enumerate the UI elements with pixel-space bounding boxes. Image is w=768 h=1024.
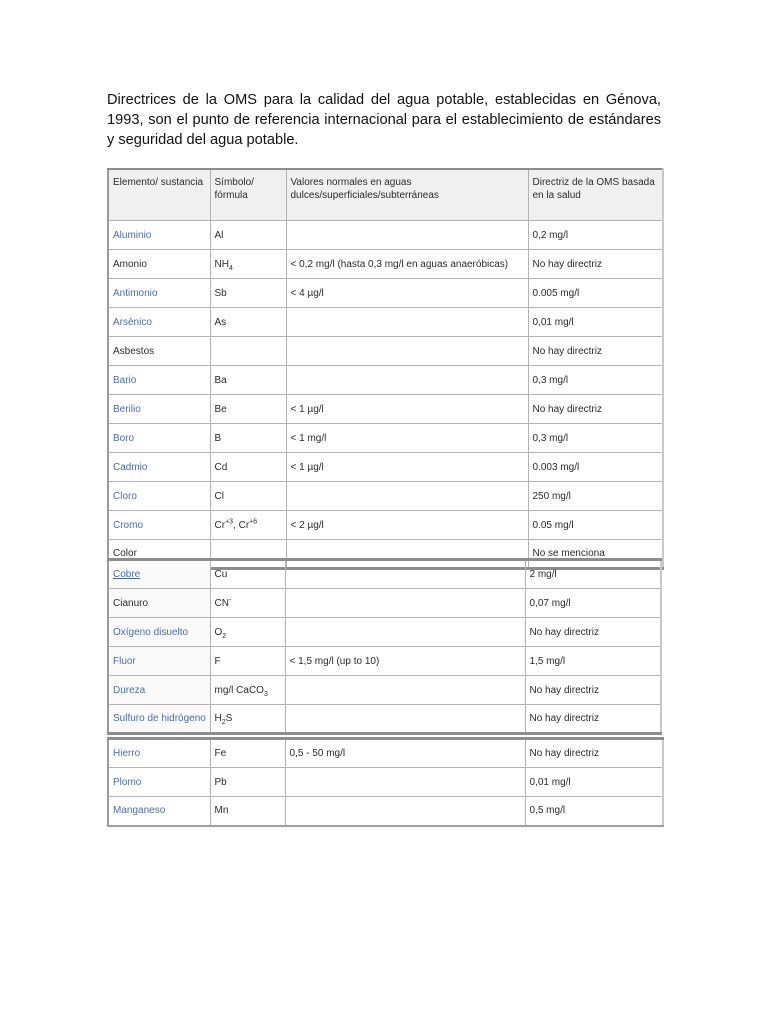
table-row <box>108 647 661 676</box>
table-row <box>108 511 663 540</box>
guideline-cell: 1,5 mg/l <box>525 647 661 676</box>
symbol-cell: Al <box>210 221 286 250</box>
substance-cell: Cianuro <box>108 589 210 618</box>
oms-guidelines-table-part3 <box>107 737 664 827</box>
intro-paragraph: Directrices de la OMS para la calidad del agua potable, establecidas en Génova, 1993, son el punto de referencia internacional para el establecimiento de estándares y seguridad del agua potable. <box>107 92 661 148</box>
symbol-cell: Sb <box>210 279 286 308</box>
guideline-cell: 0.003 mg/l <box>528 453 663 482</box>
symbol-cell: B <box>210 424 286 453</box>
substance-link[interactable]: Cobre <box>108 560 210 589</box>
symbol-cell: $O_2$ <box>210 618 285 647</box>
normal-values-cell <box>285 676 525 705</box>
normal-values-cell <box>286 337 528 366</box>
guideline-cell: No se menciona <box>528 540 663 569</box>
substance-link[interactable]: Boro <box>108 424 210 453</box>
table-row <box>108 797 663 826</box>
normal-values-cell: < 1 µg/l <box>286 395 528 424</box>
normal-values-cell <box>286 366 528 395</box>
normal-values-cell <box>285 560 525 589</box>
symbol-cell: $NH_4$ <box>210 250 286 279</box>
table-row <box>108 366 663 395</box>
substance-link[interactable]: Fluor <box>108 647 210 676</box>
substance-link[interactable]: Cromo <box>108 511 210 540</box>
guideline-cell: 0,3 mg/l <box>528 424 663 453</box>
substance-link[interactable]: Antimonio <box>108 279 210 308</box>
symbol-cell: Be <box>210 395 286 424</box>
substance-link[interactable]: Plomo <box>108 768 210 797</box>
symbol-cell: Cd <box>210 453 286 482</box>
normal-values-cell: < 0,2 mg/l (hasta 0,3 mg/l en aguas anaeróbicas) <box>286 250 528 279</box>
guideline-cell: No hay directriz <box>525 705 661 734</box>
table-row <box>108 395 663 424</box>
symbol-cell: As <box>210 308 286 337</box>
normal-values-cell <box>285 768 525 797</box>
normal-values-cell <box>286 482 528 511</box>
symbol-cell: Fe <box>210 739 285 768</box>
guideline-cell: No hay directriz <box>525 618 661 647</box>
symbol-cell: Cu <box>210 560 285 589</box>
substance-link[interactable]: Arsénico <box>108 308 210 337</box>
normal-values-cell: < 1 µg/l <box>286 453 528 482</box>
substance-cell: Asbestos <box>108 337 210 366</box>
header-substance: Elemento/ sustancia <box>108 169 210 221</box>
normal-values-cell <box>285 589 525 618</box>
substance-link[interactable]: Cloro <box>108 482 210 511</box>
guideline-cell: 0,3 mg/l <box>528 366 663 395</box>
table-row <box>108 618 661 647</box>
table-row <box>108 279 663 308</box>
substance-link[interactable]: Sulfuro de hidrógeno <box>108 705 210 734</box>
substance-link[interactable]: Cadmio <box>108 453 210 482</box>
symbol-cell: CN- <box>210 589 285 618</box>
symbol-cell: $Cr^{+3}$, $Cr^{+6}$ <box>210 511 286 540</box>
oms-guidelines-table-part1 <box>107 168 664 570</box>
symbol-cell: Cl <box>210 482 286 511</box>
table-row <box>108 308 663 337</box>
normal-values-cell <box>286 308 528 337</box>
guideline-cell: 2 mg/l <box>525 560 661 589</box>
normal-values-cell: < 1 mg/l <box>286 424 528 453</box>
table-row <box>108 250 663 279</box>
symbol-cell: $H_2S$ <box>210 705 285 734</box>
substance-link[interactable]: Oxígeno disuelto <box>108 618 210 647</box>
symbol-cell: mg/l CaCO$_3$ <box>210 676 285 705</box>
guideline-cell: No hay directriz <box>528 250 663 279</box>
guideline-cell: No hay directriz <box>525 676 661 705</box>
symbol-cell: Mn <box>210 797 285 826</box>
substance-link[interactable]: Manganeso <box>108 797 210 826</box>
table-row <box>108 589 661 618</box>
table-row <box>108 739 663 768</box>
guideline-cell: 0,01 mg/l <box>528 308 663 337</box>
table-row <box>108 424 663 453</box>
symbol-cell: F <box>210 647 285 676</box>
table-row <box>108 482 663 511</box>
guideline-cell: No hay directriz <box>528 337 663 366</box>
normal-values-cell: 0,5 - 50 mg/l <box>285 739 525 768</box>
symbol-cell <box>210 337 286 366</box>
symbol-cell: Ba <box>210 366 286 395</box>
guideline-cell: No hay directriz <box>525 739 663 768</box>
table-row <box>108 676 661 705</box>
guideline-cell: 0.005 mg/l <box>528 279 663 308</box>
guideline-cell: 0,2 mg/l <box>528 221 663 250</box>
guideline-cell: 0,07 mg/l <box>525 589 661 618</box>
normal-values-cell <box>286 221 528 250</box>
header-symbol: Símbolo/ fórmula <box>210 169 286 221</box>
substance-cell: Color <box>108 540 210 569</box>
guideline-cell: 0.05 mg/l <box>528 511 663 540</box>
table-row <box>108 453 663 482</box>
table-header-row <box>108 169 663 221</box>
normal-values-cell <box>285 705 525 734</box>
normal-values-cell: < 1,5 mg/l (up to 10) <box>285 647 525 676</box>
normal-values-cell <box>285 797 525 826</box>
guideline-cell: 250 mg/l <box>528 482 663 511</box>
guideline-cell: 0,01 mg/l <box>525 768 663 797</box>
substance-link[interactable]: Hierro <box>108 739 210 768</box>
substance-link[interactable]: Dureza <box>108 676 210 705</box>
guideline-cell: No hay directriz <box>528 395 663 424</box>
table-row <box>108 768 663 797</box>
normal-values-cell: < 2 µg/l <box>286 511 528 540</box>
table-row <box>108 221 663 250</box>
substance-link[interactable]: Berilio <box>108 395 210 424</box>
guideline-cell: 0,5 mg/l <box>525 797 663 826</box>
normal-values-cell <box>285 618 525 647</box>
symbol-cell: Pb <box>210 768 285 797</box>
substance-link[interactable]: Aluminio <box>108 221 210 250</box>
oms-guidelines-table-part2 <box>107 558 662 735</box>
substance-link[interactable]: Bario <box>108 366 210 395</box>
header-who-guideline: Directriz de la OMS basada en la salud <box>528 169 663 221</box>
header-normal-values: Valores normales en aguas dulces/superficiales/subterráneas <box>286 169 528 221</box>
substance-cell: Amonio <box>108 250 210 279</box>
table-row <box>108 337 663 366</box>
table-row <box>108 560 661 589</box>
normal-values-cell: < 4 µg/l <box>286 279 528 308</box>
table-row <box>108 705 661 734</box>
